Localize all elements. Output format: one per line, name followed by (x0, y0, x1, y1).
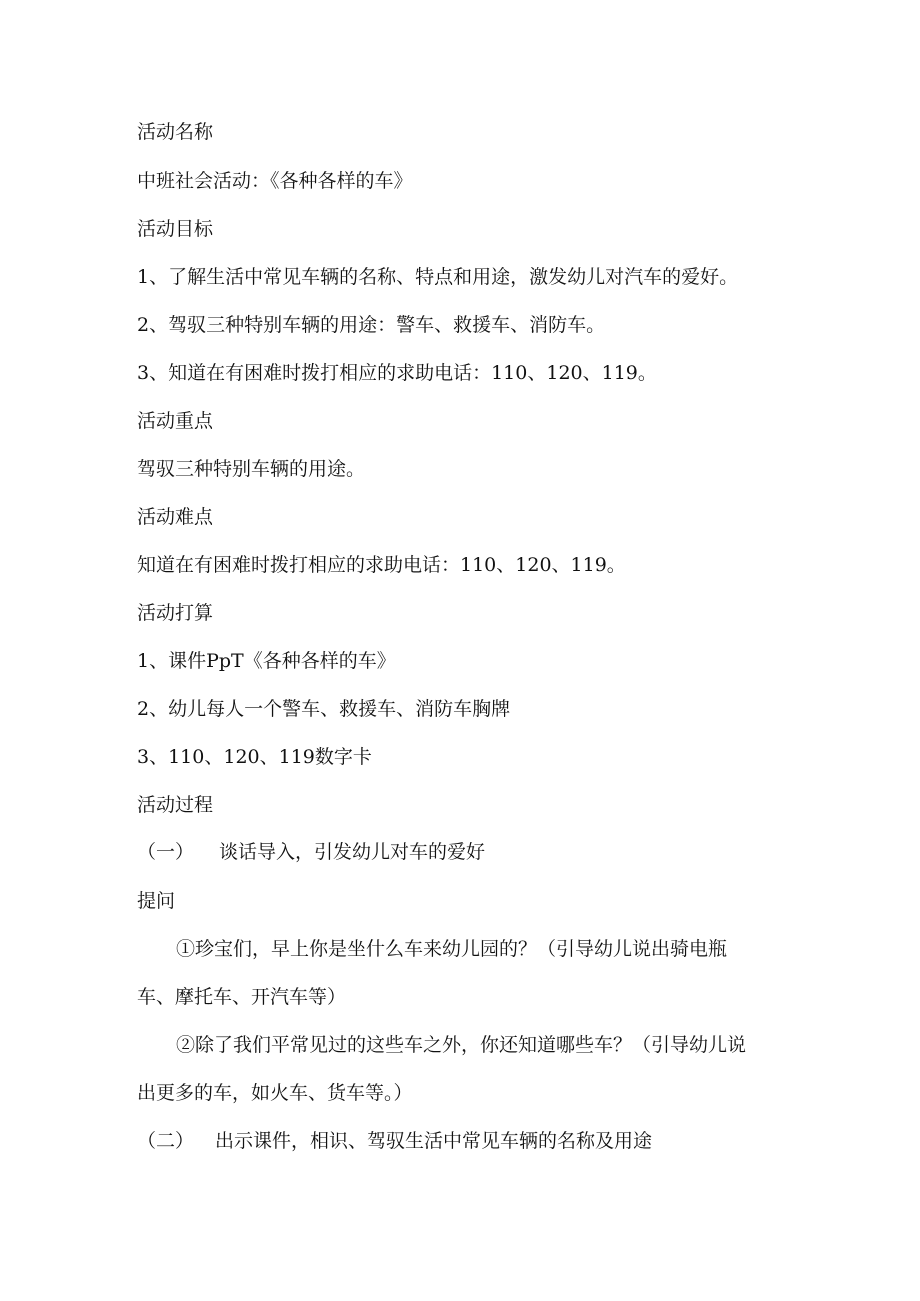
process-section-1 (137, 840, 485, 864)
goal-item-2: 2、驾驭三种特别车辆的用途：警车、救援车、消防车。 (137, 314, 606, 336)
heading-activity-focus: 活动重点 (137, 410, 214, 432)
goal-item-1: 1、了解生活中常见车辆的名称、特点和用途，激发幼儿对汽车的爱好。 (137, 266, 739, 288)
question-2-line-2: 出更多的车，如火车、货车等。） (137, 1082, 413, 1104)
ask-label: 提问 (137, 890, 176, 912)
section-title: 谈话导入，引发幼儿对车的爱好 (219, 841, 486, 863)
question-1-line-1: ①珍宝们，早上你是坐什么车来幼儿园的？（引导幼儿说出骑电瓶 (176, 938, 728, 960)
question-2-line-1: ②除了我们平常见过的这些车之外，你还知道哪些车？（引导幼儿说 (176, 1034, 747, 1056)
heading-activity-name: 活动名称 (137, 121, 214, 143)
preparation-item-3: 3、110、120、119数字卡 (137, 746, 372, 768)
heading-activity-process: 活动过程 (137, 794, 214, 816)
section-title: 出示课件，相识、驾驭生活中常见车辆的名称及用途 (215, 1130, 653, 1152)
preparation-item-2: 2、幼儿每人一个警车、救援车、消防车胸牌 (137, 698, 511, 720)
difficulty-text: 知道在有困难时拨打相应的求助电话：110、120、119。 (137, 554, 626, 576)
process-section-2 (137, 1129, 652, 1153)
question-1-line-2: 车、摩托车、开汽车等） (137, 986, 347, 1008)
section-number: （二） (137, 1130, 195, 1152)
heading-activity-goals: 活动目标 (137, 218, 214, 240)
goal-item-3: 3、知道在有困难时拨打相应的求助电话：110、120、119。 (137, 362, 657, 384)
focus-text: 驾驭三种特别车辆的用途。 (137, 458, 366, 480)
heading-activity-difficulty: 活动难点 (137, 506, 214, 528)
preparation-item-1: 1、课件PpT《各种各样的车》 (137, 650, 396, 672)
activity-title: 中班社会活动：《各种各样的车》 (137, 170, 413, 192)
heading-activity-preparation: 活动打算 (137, 602, 214, 624)
section-number: （一） (137, 841, 195, 863)
